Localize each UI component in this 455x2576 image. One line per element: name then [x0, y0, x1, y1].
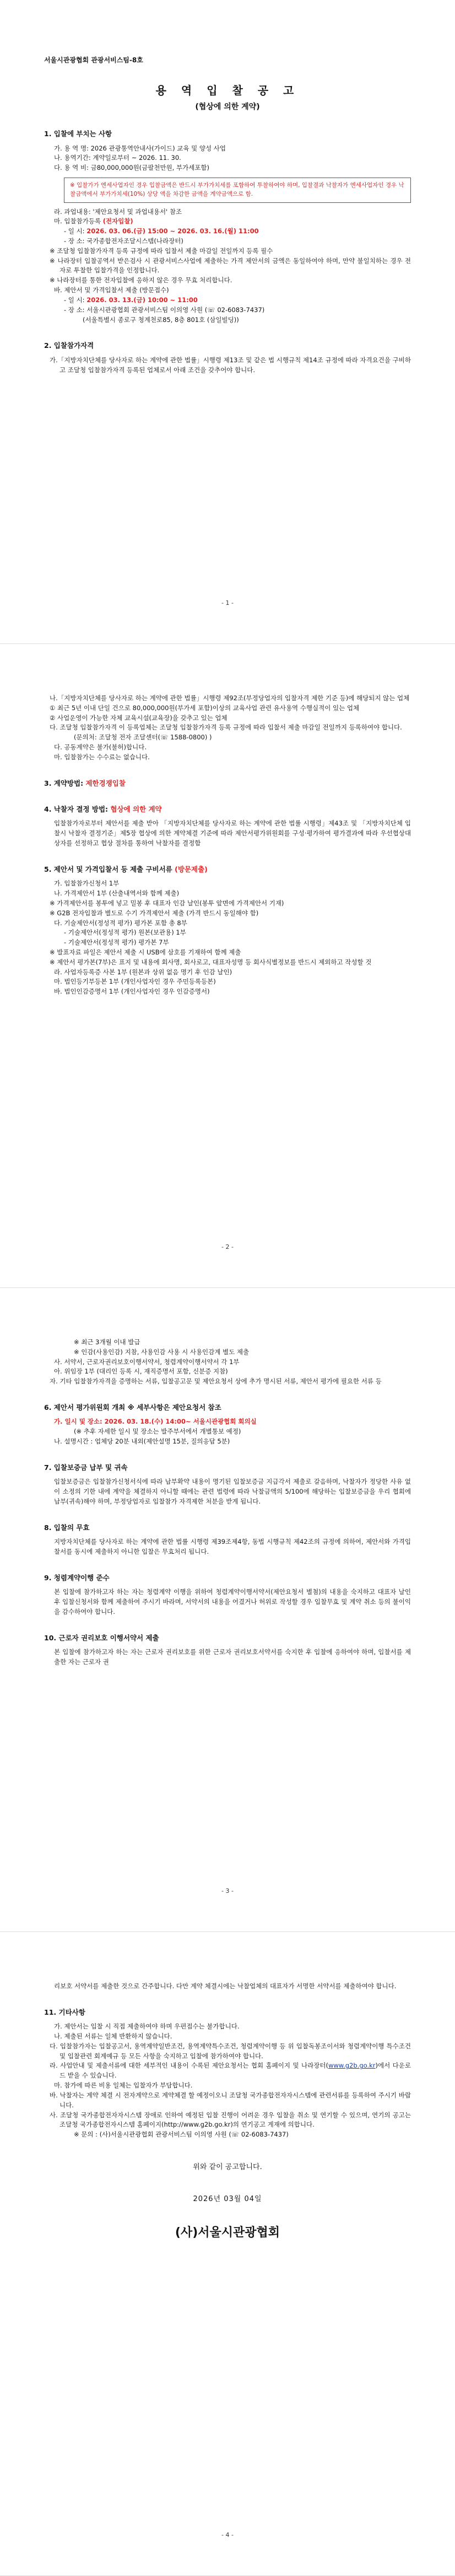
s11-item-d-pre: 라. 사업안내 및 제출서류에 대한 세부적인 내용이 수록된 제안요청서는 협회 홈페이지 및 나라장터(	[50, 2062, 328, 2070]
document-subtitle: (협상에 의한 계약)	[195, 102, 260, 111]
s4-value: 협상에 의한 계약	[110, 805, 162, 814]
s1-proposal-submit: 바. 제안서 및 가격입찰서 제출 (방문접수)	[54, 286, 169, 294]
s9-paragraph: 본 입찰에 참가하고자 하는 자는 청렴계약 이행을 위하여 청렴계약이행서약서(제안요청서 별첨)의 내용을 숙지하고 대표자 날인 후 입찰신청서와 함께 제출하여 주시기 바라며, 서약서의 내용을 어겼거나 허위로 작성할 경우 입찰무효 및 계약 취소 등의 불이익을 감수하여야 합니다.	[54, 1588, 411, 1616]
s1-registration-method: (전자입찰)	[102, 217, 133, 226]
s10-paragraph: 본 입찰에 참가하고자 하는 자는 근로자 권리보호를 위한 근로자 권리보호서약서를 숙지한 후 입찰에 응하여야 하며, 입찰서를 제출한 자는 근로자 권	[54, 1647, 411, 1666]
s5-note-seal: ※ 인감(사용인감) 지참, 사용인감 사용 시 사용인감계 별도 제출	[74, 1348, 250, 1356]
s6-datetime-place: 가. 일시 및 장소: 2026. 03. 18.(수) 14:00~ 서울시관광협회 회의실	[54, 1418, 257, 1426]
section-2-heading: 2. 입찰참가자격	[44, 341, 94, 350]
section-3-heading	[44, 778, 411, 788]
section-8-heading: 8. 입찰의 무효	[44, 1523, 90, 1532]
s11-item-c: 다. 입찰참가자는 입찰공고서, 용역계약일반조건, 용역계약특수조건, 청렴계약이행 등 위 입찰독봉조이서와 청렴계약이행 특수조건 및 입찰관련 회계예규 등 모든 사항을 숙지하고 입찰에 참가하여야 합니다.	[50, 2042, 411, 2060]
s1-submit-address: (서울특별시 종로구 청계천로85, 8층 801호 (삼일빌딩))	[83, 315, 239, 324]
s5-label: 5. 제안서 및 가격입찰서 등 제출 구비서류	[44, 865, 172, 873]
s1-note-4: ※ 나라장터를 통한 전자입찰에 응하지 않은 경우 무효 처리합니다.	[50, 276, 232, 285]
s1-reg-datetime	[44, 227, 411, 237]
s1-service-cost: 다. 용 역 비: 금80,000,000원(금팔천만원, 부가세포함)	[54, 164, 210, 172]
s1-reg-place: - 장 소: 국가종합전자조달시스템(나라장터)	[64, 237, 183, 245]
g2b-link[interactable]: www.g2b.go.kr	[328, 2062, 376, 2070]
s2-fee: 마. 입찰참가는 수수료는 없습니다.	[54, 753, 150, 761]
s5-item-f: 바. 법인인감증명서 1부 (개인사업자인 경우 인감증명서)	[54, 988, 210, 996]
s5-item-c: 다. 기술제안서(정성적 평가) 평가본 포함 총 8부	[54, 919, 187, 927]
s1-reg-datetime-label: - 일 시:	[64, 227, 85, 235]
s11-item-d	[44, 2061, 411, 2081]
s5-item-c-1: - 기술제안서(정성적 평가) 원본(보관용) 1부	[64, 929, 186, 937]
section-4-heading	[44, 804, 411, 814]
s2-joint-contract: 다. 공동계약은 불가(불허)합니다.	[54, 743, 147, 752]
s1-submit-datetime-label: - 일 시:	[64, 296, 85, 304]
s5-item-b: 나. 가격제안서 1부 (산출내역서와 함께 제출)	[54, 889, 180, 898]
s1-note-2: ※ 조달청 입찰참가자격 등록 규정에 따라 입찰서 제출 마감일 전일까지 등록 필수	[50, 246, 273, 255]
s5-note-recent: ※ 최근 3개월 이내 발급	[74, 1338, 140, 1346]
announcement-date: 2026년 03월 04일	[193, 2195, 262, 2204]
s1-task-content: 라. 과업내용: '제안요청서 및 과업내용서' 참조	[54, 207, 182, 216]
s5-item-d: 라. 사업자등록증 사본 1부 (원본과 상위 없음 명기 후 인감 날인)	[54, 968, 232, 976]
s11-item-g: 사. 조달청 국가종합전자자시스템 장애로 인하여 예정된 입찰 진행이 어려운 경우 입찰을 취소 및 연기할 수 있으며, 연기의 공고는 조달청 국가종합전자시스템 홈페이지(http://www.g2b.go.kr)의 연기공고 게재에 의합니다.	[50, 2111, 411, 2129]
s5-item-a: 가. 입찰참가신청서 1부	[54, 879, 120, 888]
s11-item-a: 가. 제안서는 입찰 시 직접 제출하여야 하며 우편접수는 불가합니다.	[54, 2022, 240, 2031]
document-title: 용 역 입 찰 공 고	[155, 83, 300, 97]
s1-note-3: ※ 나라장터 입찰공역서 받은검사 시 관광서비스사업에 제출하는 가격 제안서의 금액은 동일하여야 하며, 만약 불일치하는 경우 전자로 투찰한 입찰가격을 인정합니다.	[50, 256, 411, 275]
page-1	[0, 0, 455, 644]
s11-item-f: 바. 낙찰자는 계약 체결 시 전자계약으로 계약체결 할 예정이오니 조달청 국가종합전자자시스템에 관련서류를 등록하여 주시기 바랍니다.	[50, 2091, 411, 2109]
s5-item-c-2: - 기술제안서(정성적 평가) 평가본 7부	[64, 938, 169, 947]
title-block	[44, 82, 411, 114]
s3-label: 3. 계약방법:	[44, 779, 84, 787]
s4-label: 4. 낙찰자 결정 방법:	[44, 805, 109, 814]
s1-submit-datetime	[44, 296, 411, 305]
organization-name: (사)서울시관광협회	[175, 2226, 280, 2240]
s6-datetime-note: (※ 추후 자세한 일시 및 장소는 발주부서에서 개별통보 예정)	[74, 1427, 241, 1436]
s4-paragraph: 입찰참가자로부터 제안서를 제출 받아 「지방자치단체를 당사자로 하는 계약에 관한 법률 시행령」제43조 및 「지방자치단체 입찰시 낙찰자 결정기준」제5장 협상에 의한 계약체결 기준에 따라 제안서평가위원회를 구성·평가하여 평가결과에 따라 우선협상대상자를 선정하고 협상 절차를 통하여 낙찰자를 결정함	[54, 819, 411, 847]
s5-item-i: 자. 기타 입찰참가자격을 증명하는 서류, 입찰공고문 및 제안요청서 상에 추가 명시된 서류, 제안서 평가에 필요한 서류 등	[50, 1377, 382, 1386]
page-number-1: - 1 -	[221, 599, 234, 607]
s5-item-c-note-1: ※ 발표자료 파일은 제안서 제출 시 USB에 삼호를 기재하여 함께 제출	[50, 948, 241, 956]
page-3	[0, 1288, 455, 1932]
s7-paragraph: 입찰보증금은 입찰참가신청서식에 따라 납부확약 내용이 명기된 입찰보증금 지급각서 제출로 갈음하며, 낙찰자가 정당한 사유 없이 소정의 기한 내에 계약을 체결하지 아니할 때에는 관련 법령에 따라 낙찰금액의 5/100에 해당하는 입찰보증금을 우리 협회에 납부(귀속)해야 하며, 부정당업자로 입찰참가 자격제한 처분을 받게 됩니다.	[54, 1478, 411, 1505]
page-number-2: - 2 -	[221, 1243, 234, 1251]
s1-service-name: 가. 용 역 명: 2026 관광통역안내사(가이드) 교육 및 양성 사업	[54, 144, 226, 152]
section-5-heading	[44, 864, 411, 874]
document-number: 서울시관광협회 관광서비스팀-8호	[44, 56, 143, 64]
s1-registration-label: 마. 입찰참가등록	[54, 217, 101, 226]
s11-item-d-post: )에서 다운로드 받을 수 있습니다.	[59, 2062, 411, 2080]
s5-item-c-note-2: ※ 제안서 평가본(7부)은 표지 및 내용에 회사명, 회사로고, 대표자성명 등 회사식별정보를 반드시 제외하고 작성할 것	[50, 958, 372, 966]
s2-qualification-a: 가.「지방자치단체를 당사자로 하는 계약에 관한 법률」시행령 제13조 및 같은 법 시행규칙 제14조 규정에 따라 자격요건을 구비하고 조달청 입찰참가자격 등록된 업체로서 아래 조건을 갖추어야 합니다.	[50, 356, 411, 374]
s8-paragraph: 지방자치단체를 당사자로 하는 계약에 관한 법률 시행령 제39조제4항, 동법 시행규칙 제42조의 규정에 의하여, 제안서와 가격입찰서를 동시에 제출하지 아니한 입찰은 무효처리 됩니다.	[54, 1538, 411, 1555]
page-4	[0, 1932, 455, 2576]
s1-reg-datetime-value: 2026. 03. 06.(금) 15:00 ~ 2026. 03. 16.(월) 11:00	[86, 227, 259, 235]
section-10-heading: 10. 근로자 권리보호 이행서약서 제출	[44, 1633, 159, 1642]
s10-paragraph-cont: 리보호 서약서를 제출한 것으로 간주합니다. 다만 계약 체결시에는 낙찰업체의 대표자가 서명한 서약서를 제출하여야 합니다.	[54, 1982, 397, 1990]
section-1-heading: 1. 입찰에 부치는 사항	[44, 130, 112, 138]
s11-contact: ※ 문의 : (사)서울시관광협회 관광서비스팀 이의영 사원 (☏ 02-6083-7437)	[74, 2130, 289, 2139]
s5-item-b-note-1: ※ 가격제안서를 봉투에 넣고 밀봉 후 대표자 인감 날인(봉투 앞면에 가격제안서 기재)	[50, 899, 284, 907]
s1-submit-place: - 장 소: 서울시관광협회 관광서비스팀 이의영 사원 (☏ 02-6083-7437)	[64, 305, 265, 314]
section-11-heading: 11. 기타사항	[44, 2008, 85, 2016]
section-7-heading: 7. 입찰보증금 납부 및 귀속	[44, 1463, 128, 1472]
s5-item-e: 마. 법인등기부등본 1부 (개인사업자인 경우 주민등록등본)	[54, 978, 216, 986]
s5-item-h: 아. 위임장 1부 (대리인 등록 시, 재직증명서 포함, 신분증 지참)	[54, 1367, 228, 1376]
s5-item-b-note-2: ※ G2B 전자입찰과 별도로 수기 가격제안서 제출 (가격 반드시 동일해야 함)	[50, 909, 259, 917]
page-number-4: - 4 -	[221, 2531, 234, 2539]
s1-service-period: 나. 용역기간: 계약일로부터 ~ 2026. 11. 30.	[54, 154, 181, 162]
s1-registration	[44, 217, 411, 227]
page-2	[0, 644, 455, 1288]
s11-item-e: 마. 참가에 따른 비용 일체는 입찰자가 부담합니다.	[54, 2081, 193, 2090]
vat-notice-box: ※ 입찰가가 엔세사업자인 경우 입찰금액은 반드시 부가가치세를 포함하여 투찰하여야 하며, 입찰결과 낙찰자가 엔세사업자인 경우 낙찰금액에서 부가가치세(10%) 상당 액을 차감한 금액을 계약금액으로 함.	[64, 178, 411, 203]
s5-item-g: 사. 서약서, 근로자권리보호이행서약서, 청렴계약이행서약서 각 1부	[54, 1357, 240, 1366]
s1-submit-datetime-value: 2026. 03. 13.(금) 10:00 ~ 11:00	[86, 296, 198, 304]
closing-statement: 위와 같이 공고합니다.	[193, 2162, 262, 2171]
s3-value: 제한경쟁입찰	[85, 779, 126, 787]
s5-method: (방문제출)	[175, 865, 208, 873]
section-9-heading: 9. 청렴계약이행 준수	[44, 1573, 110, 1582]
s2-inquiry: (문의처: 조달청 전자 조달센터(☏ 1588-0800) )	[74, 733, 212, 742]
s11-item-b: 나. 제출된 서류는 일체 반환하지 않습니다.	[54, 2032, 172, 2040]
s2-qualification-c: 다. 조달청 입찰참가자격 이 등록업체는 조달청 입찰참가자격 등록 규정에 따라 입찰서 제출 마감일 전일까지 등록하여야 합니다.	[50, 723, 402, 732]
s2-qualification-b-1: ① 최근 5년 이내 단일 건으로 80,000,000원(부가세 포함)이상의 교육사업 관련 유사용역 수행실적이 있는 업체	[50, 704, 360, 712]
section-6-heading: 6. 제안서 평가위원회 개최 ※ 세부사항은 제안요청서 참조	[44, 1403, 221, 1412]
s2-qualification-b: 나.「지방자치단체를 당사자로 하는 계약에 관한 법률」시행령 제92조(부정당업자의 입찰자격 제한 기준 등)에 해당되지 않는 업체	[50, 694, 410, 702]
page-number-3: - 3 -	[221, 1887, 234, 1895]
s2-qualification-b-2: ② 사업운영이 가능한 자체 교육시설(교육장)을 갖추고 있는 업체	[50, 713, 228, 722]
s6-presentation-time: 나. 설명시간 : 업체당 20분 내외(제안설명 15분, 질의응답 5분)	[54, 1437, 230, 1446]
